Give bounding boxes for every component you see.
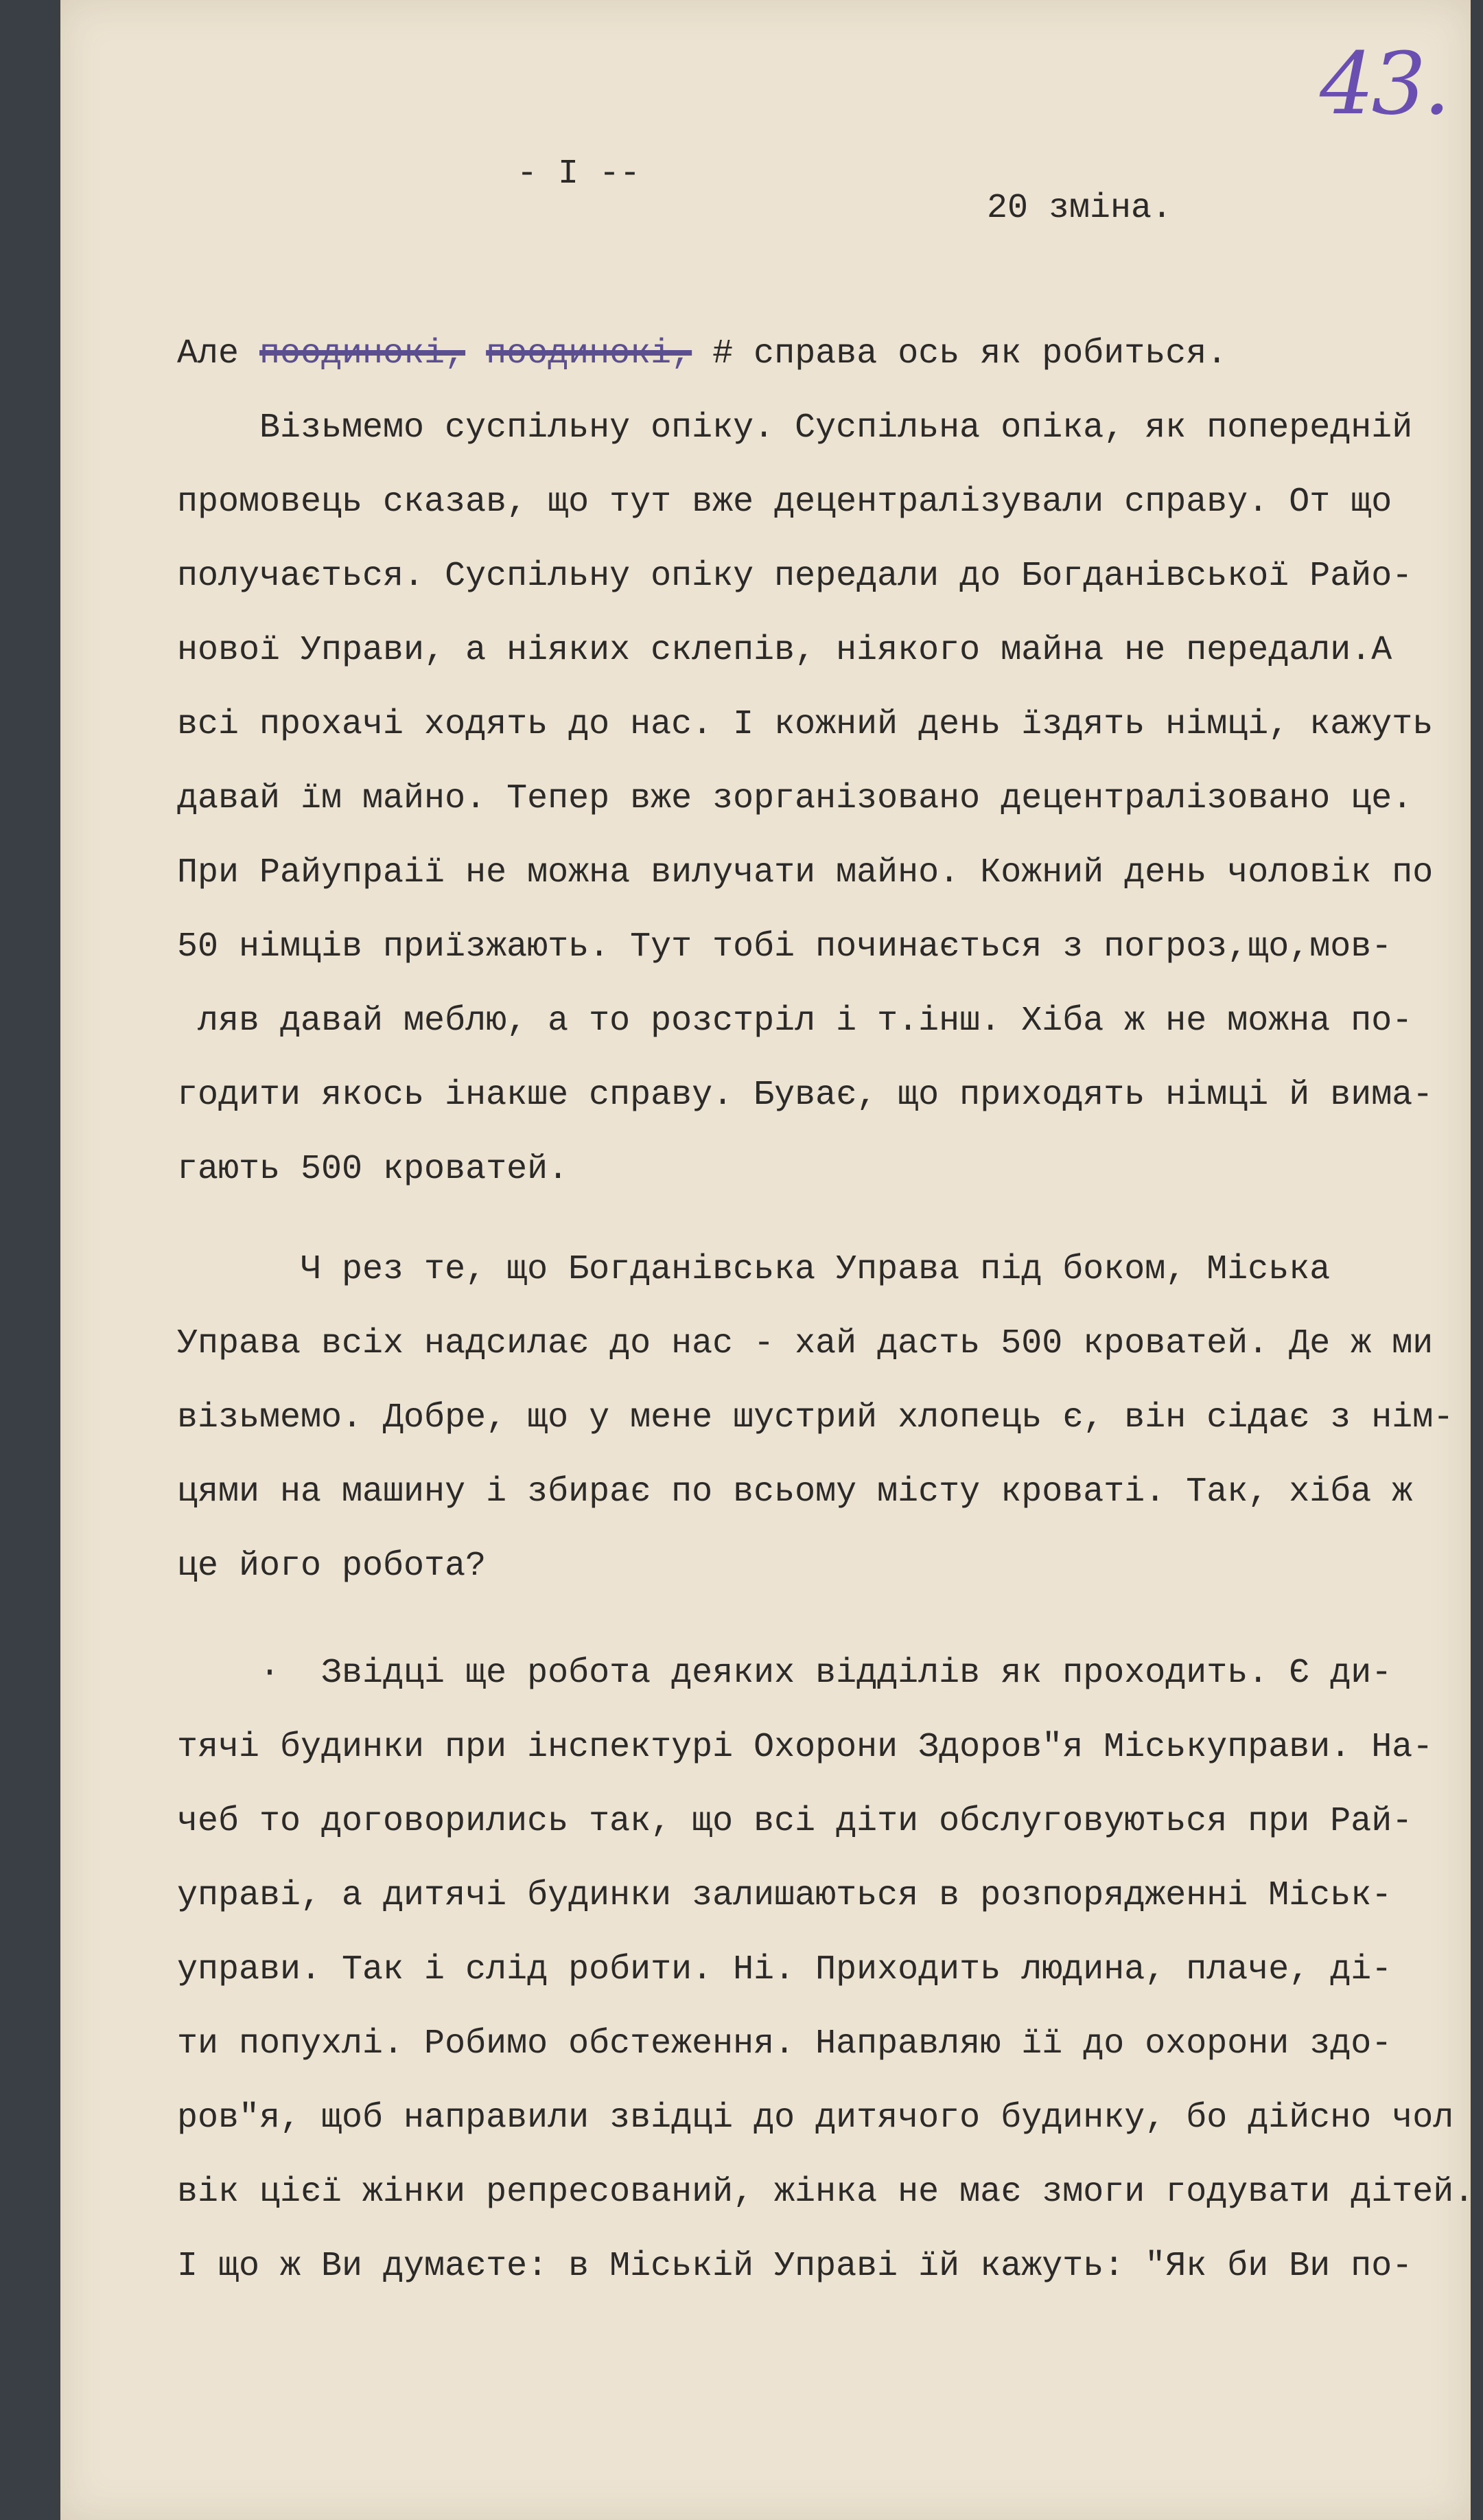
text-line: годити якось інакше справу. Буває, що приходять німці й вима- xyxy=(177,1076,1434,1115)
text-line: давай їм майно. Тепер вже зорганізовано децентралізовано це. xyxy=(177,779,1413,818)
section-heading: - I -- xyxy=(517,154,641,194)
handwritten-page-number: 43. xyxy=(1320,34,1448,134)
text-line: це його робота? xyxy=(177,1547,487,1586)
text-line: Управа всіх надсилає до нас - хай дасть 500 кроватей. Де ж ми xyxy=(177,1324,1434,1363)
text-line: получається. Суспільну опіку передали до Богданівської Райо- xyxy=(177,557,1413,596)
text-line: нової Управи, а ніяких склепів, ніякого майна не передали.А xyxy=(177,631,1392,670)
text-line: всі прохачі ходять до нас. І кожний день їздять німці, кажуть xyxy=(177,705,1434,744)
struck-word: поодинокі, xyxy=(486,334,692,373)
document-date: 20 зміна. xyxy=(987,189,1173,228)
text-line: чеб то договорились так, що всі діти обслуговуються при Рай- xyxy=(177,1802,1413,1841)
line-text: # справа ось як робиться. xyxy=(692,334,1228,373)
text-line: цями на машину і збирає по всьому місту кроваті. Так, хіба ж xyxy=(177,1472,1413,1512)
text-line: тячі будинки при інспектурі Охорони Здоров"я Міськуправи. На- xyxy=(177,1728,1434,1767)
text-line: ров"я, щоб направили звідці до дитячого будинку, бо дійсно чол xyxy=(177,2099,1454,2138)
typed-body xyxy=(177,317,1483,2304)
text-line: І що ж Ви думаєте: в Міській Управі їй кажуть: "Як би Ви по- xyxy=(177,2247,1413,2286)
text-line: · Звідці ще робота деяких відділів як проходить. Є ди- xyxy=(177,1654,1392,1693)
text-line: промовець сказав, що тут вже децентралізували справу. От що xyxy=(177,483,1392,522)
text-line: При Райупраії не можна вилучати майно. Кожний день чоловік по xyxy=(177,853,1434,892)
text-line: візьмемо. Добре, що у мене шустрий хлопець є, він сідає з нім- xyxy=(177,1398,1454,1437)
document-sheet xyxy=(60,0,1475,2520)
text-line xyxy=(177,317,1483,391)
struck-word: поодинокі, xyxy=(259,334,466,373)
text-line: ляв давай меблю, а то розстріл і т.інш. Хіба ж не можна по- xyxy=(177,1002,1413,1041)
text-line: управи. Так і слід робити. Ні. Приходить людина, плаче, ді- xyxy=(177,1950,1392,1989)
line-text xyxy=(465,334,486,373)
line-text: Але xyxy=(177,334,260,373)
text-line: Ч рез те, що Богданівська Управа під боком, Міська xyxy=(177,1250,1331,1289)
text-line: ти попухлі. Робимо обстеження. Направляю її до охорони здо- xyxy=(177,2024,1392,2064)
text-line: гають 500 кроватей. xyxy=(177,1150,569,1189)
text-line: вік цієї жінки репресований, жінка не має змоги годувати дітей. xyxy=(177,2173,1475,2212)
text-line: Візьмемо суспільну опіку. Суспільна опіка, як попередній xyxy=(177,408,1413,448)
text-line: 50 німців приїзжають. Тут тобі починається з погроз,що,мов- xyxy=(177,927,1392,967)
text-line: управі, а дитячі будинки залишаються в розпорядженні Міськ- xyxy=(177,1876,1392,1915)
